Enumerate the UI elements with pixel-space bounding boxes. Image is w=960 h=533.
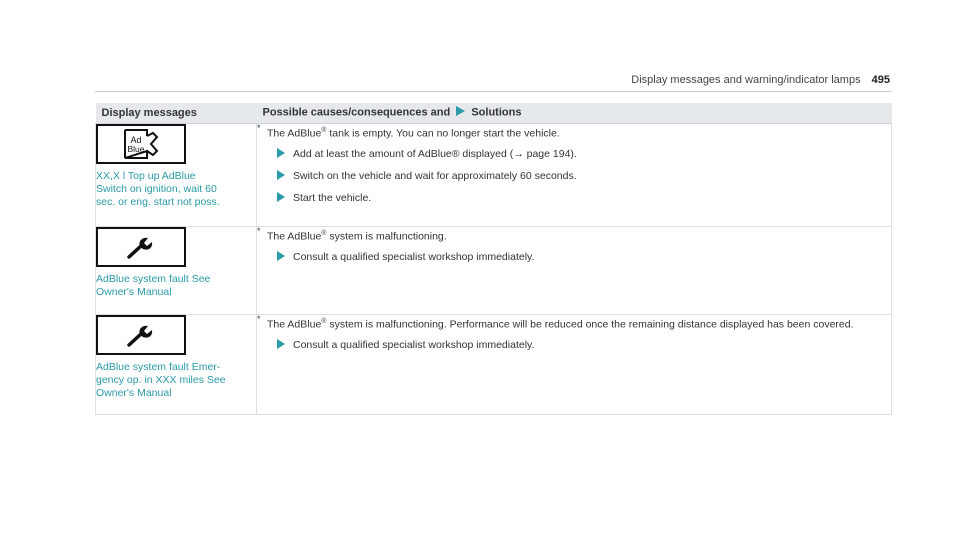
solution-arrow-icon (456, 106, 465, 119)
adblue-icon (119, 127, 163, 161)
display-messages-table (95, 103, 892, 415)
cause-text (257, 315, 891, 332)
cause-marker: * (257, 123, 261, 133)
cause-pre: The AdBlue (267, 230, 322, 243)
display-message-text (96, 273, 256, 299)
solution-text: Start the vehicle. (293, 191, 372, 204)
message-line: XX,X l Top up AdBlue (96, 170, 196, 182)
cause-post: system is malfunctioning. Performance will be reduced once the remaining distance displayed has been covered. (326, 318, 854, 331)
table-row (96, 315, 892, 415)
causes-solutions-cell (257, 124, 892, 227)
cause-pre: The AdBlue (267, 318, 322, 331)
play-arrow-icon (277, 147, 293, 158)
solution-step (257, 169, 891, 183)
page-number: 495 (871, 74, 890, 86)
solution-step (257, 147, 891, 161)
solution-text: Add at least the amount of AdBlue® displayed (→ page 194). (293, 147, 577, 160)
cause-post: tank is empty. You can no longer start the vehicle. (326, 127, 560, 140)
display-message-cell (96, 227, 257, 315)
adblue-icon-text-blue: Blue (127, 144, 145, 154)
play-arrow-icon (277, 191, 293, 202)
header-title: Display messages and warning/indicator lamps (631, 74, 861, 86)
wrench-icon (126, 235, 156, 259)
registered-mark: ® (321, 127, 327, 134)
display-message-cell (96, 124, 257, 227)
page-header (631, 74, 890, 86)
solution-text: Switch on the vehicle and wait for approximately 60 seconds. (293, 169, 577, 182)
cause-text (257, 124, 891, 141)
wrench-icon-frame (96, 315, 186, 355)
cause-pre: The AdBlue (267, 127, 322, 140)
play-arrow-icon (277, 250, 293, 261)
solution-text: Consult a qualified specialist workshop immediately. (293, 250, 535, 263)
adblue-icon-text-ad: Ad (130, 135, 142, 145)
registered-mark: ® (321, 318, 327, 325)
message-line: gency op. in XXX miles See (96, 374, 226, 386)
message-line: AdBlue system fault See (96, 273, 211, 285)
causes-solutions-cell (257, 315, 892, 415)
table-header-row (96, 103, 892, 124)
cause-post: system is malfunctioning. (326, 230, 447, 243)
table-row (96, 227, 892, 315)
adblue-icon-frame (96, 124, 186, 164)
wrench-icon (126, 323, 156, 347)
message-line: sec. or eng. start not poss. (96, 196, 220, 208)
wrench-icon-frame (96, 227, 186, 267)
cause-marker: * (257, 226, 261, 236)
message-line: AdBlue system fault Emer- (96, 361, 221, 373)
causes-solutions-cell (257, 227, 892, 315)
cause-marker: * (257, 314, 261, 324)
solution-step (257, 191, 891, 205)
solution-text: Consult a qualified specialist workshop immediately. (293, 338, 535, 351)
registered-mark: ® (321, 230, 327, 237)
message-line: Owner's Manual (96, 387, 172, 399)
cause-text (257, 227, 891, 244)
message-line: Switch on ignition, wait 60 (96, 183, 217, 195)
display-message-text (96, 170, 256, 209)
table-row (96, 124, 892, 227)
col-causes-heading (257, 103, 892, 124)
display-message-text (96, 361, 256, 400)
col-display-messages-heading: Display messages (96, 103, 257, 124)
display-message-cell (96, 315, 257, 415)
message-line: Owner's Manual (96, 286, 172, 298)
play-arrow-icon (277, 338, 293, 349)
causes-heading-text: Possible causes/consequences and (262, 106, 451, 119)
header-rule (95, 91, 892, 92)
solution-step (257, 338, 891, 352)
play-arrow-icon (277, 169, 293, 180)
solutions-heading-text: Solutions (471, 106, 522, 119)
solution-step (257, 250, 891, 264)
